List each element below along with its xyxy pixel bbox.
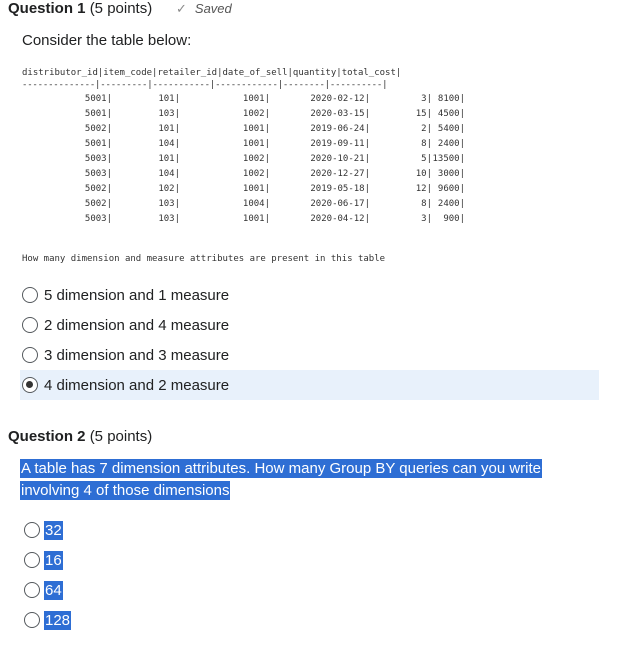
question-1-header bbox=[8, 0, 152, 17]
table-cell: 2020-02-12| bbox=[310, 94, 370, 104]
table-row bbox=[22, 122, 465, 137]
q1-option-3[interactable] bbox=[22, 341, 229, 369]
table-cell: 2400| bbox=[437, 199, 465, 209]
q1-option-1-label: 5 dimension and 1 measure bbox=[44, 286, 230, 304]
table-cell: 5400| bbox=[437, 124, 465, 134]
table-cell: 103| bbox=[158, 214, 180, 224]
table-cell: 103| bbox=[158, 109, 180, 119]
table-cell: 5003| bbox=[84, 214, 112, 224]
q2-option-4[interactable] bbox=[24, 609, 71, 631]
question-2-label: Question 2 bbox=[8, 428, 86, 445]
question-1-label: Question 1 bbox=[8, 0, 86, 17]
table-row bbox=[22, 107, 465, 122]
table-row bbox=[22, 212, 465, 227]
radio-button[interactable] bbox=[22, 347, 38, 363]
table-separator: --------------|---------|-----------|------------|--------|----------| bbox=[22, 80, 388, 90]
radio-button-selected[interactable] bbox=[22, 377, 38, 393]
table-cell: 104| bbox=[158, 139, 180, 149]
q2-option-1[interactable] bbox=[24, 519, 63, 541]
q1-option-3-label: 3 dimension and 3 measure bbox=[44, 346, 230, 364]
table-cell: 5001| bbox=[84, 94, 112, 104]
question-1-prompt: Consider the table below: bbox=[22, 32, 192, 49]
data-table bbox=[22, 67, 465, 227]
radio-button[interactable] bbox=[24, 522, 40, 538]
table-cell: 2020-03-15| bbox=[310, 109, 370, 119]
table-cell: 5002| bbox=[84, 199, 112, 209]
table-cell: 9600| bbox=[437, 184, 465, 194]
table-cell: 2019-05-18| bbox=[310, 184, 370, 194]
table-row bbox=[22, 182, 465, 197]
table-cell: 5001| bbox=[84, 139, 112, 149]
q1-option-4-label: 4 dimension and 2 measure bbox=[44, 376, 230, 394]
table-cell: 2019-06-24| bbox=[310, 124, 370, 134]
question-2-header bbox=[8, 428, 152, 445]
q1-option-2[interactable] bbox=[22, 311, 229, 339]
q2-option-2-label: 16 bbox=[45, 551, 62, 569]
table-cell: 4500| bbox=[437, 109, 465, 119]
table-cell: 15| bbox=[415, 109, 432, 119]
table-cell: 1001| bbox=[242, 124, 270, 134]
table-cell: 5001| bbox=[84, 109, 112, 119]
table-cell: 3| bbox=[421, 214, 432, 224]
saved-status bbox=[176, 1, 232, 17]
table-cell: 102| bbox=[158, 184, 180, 194]
q2-option-1-label: 32 bbox=[45, 521, 62, 539]
q2-option-2[interactable] bbox=[24, 549, 63, 571]
question-1-points: (5 points) bbox=[89, 0, 153, 17]
table-cell: 2020-06-17| bbox=[310, 199, 370, 209]
table-cell: 2020-10-21| bbox=[310, 154, 370, 164]
q1-option-4[interactable] bbox=[22, 371, 229, 399]
table-cell: 104| bbox=[158, 169, 180, 179]
table-cell: 8100| bbox=[437, 94, 465, 104]
table-cell: 1002| bbox=[242, 154, 270, 164]
saved-label: Saved bbox=[194, 1, 232, 16]
table-cell: 101| bbox=[158, 124, 180, 134]
table-cell: 8| bbox=[421, 139, 432, 149]
table-cell: 1002| bbox=[242, 169, 270, 179]
table-cell: 2020-04-12| bbox=[310, 214, 370, 224]
checkmark-icon: ✓ bbox=[176, 1, 187, 16]
q1-option-1[interactable] bbox=[22, 281, 229, 309]
table-cell: 2400| bbox=[437, 139, 465, 149]
table-cell: 3000| bbox=[437, 169, 465, 179]
table-cell: 1004| bbox=[242, 199, 270, 209]
question-2-text-line1: A table has 7 dimension attributes. How many Group BY queries can you write bbox=[21, 460, 541, 477]
table-cell: 5002| bbox=[84, 184, 112, 194]
sub-question-text: How many dimension and measure attributes are present in this table bbox=[22, 254, 386, 264]
table-header: distributor_id|item_code|retailer_id|date_of_sell|quantity|total_cost| bbox=[22, 68, 402, 78]
table-cell: 1001| bbox=[242, 184, 270, 194]
radio-button[interactable] bbox=[24, 552, 40, 568]
table-cell: 13500| bbox=[432, 154, 465, 164]
table-cell: 1001| bbox=[242, 94, 270, 104]
q2-option-4-label: 128 bbox=[45, 611, 71, 629]
q2-option-3-label: 64 bbox=[45, 581, 62, 599]
table-cell: 5| bbox=[421, 154, 432, 164]
table-cell: 2| bbox=[421, 124, 432, 134]
table-row bbox=[22, 167, 465, 182]
table-cell: 1001| bbox=[242, 214, 270, 224]
radio-button[interactable] bbox=[22, 317, 38, 333]
table-cell: 10| bbox=[415, 169, 432, 179]
table-row bbox=[22, 137, 465, 152]
table-cell: 900| bbox=[443, 214, 465, 224]
radio-button[interactable] bbox=[24, 612, 40, 628]
table-cell: 1002| bbox=[242, 109, 270, 119]
table-cell: 101| bbox=[158, 154, 180, 164]
radio-button[interactable] bbox=[22, 287, 38, 303]
table-row bbox=[22, 197, 465, 212]
question-2-points: (5 points) bbox=[89, 428, 153, 445]
radio-button[interactable] bbox=[24, 582, 40, 598]
q1-option-2-label: 2 dimension and 4 measure bbox=[44, 316, 230, 334]
table-cell: 2019-09-11| bbox=[310, 139, 370, 149]
table-row bbox=[22, 152, 465, 167]
table-cell: 3| bbox=[421, 94, 432, 104]
table-body bbox=[22, 92, 465, 227]
table-cell: 12| bbox=[415, 184, 432, 194]
table-cell: 5002| bbox=[84, 124, 112, 134]
table-cell: 103| bbox=[158, 199, 180, 209]
table-cell: 5003| bbox=[84, 154, 112, 164]
q2-option-3[interactable] bbox=[24, 579, 63, 601]
table-row bbox=[22, 92, 465, 107]
table-cell: 101| bbox=[158, 94, 180, 104]
question-2-text-line2: involving 4 of those dimensions bbox=[21, 482, 230, 499]
table-cell: 8| bbox=[421, 199, 432, 209]
table-cell: 2020-12-27| bbox=[310, 169, 370, 179]
question-2-text bbox=[20, 458, 580, 502]
table-cell: 5003| bbox=[84, 169, 112, 179]
table-cell: 1001| bbox=[242, 139, 270, 149]
